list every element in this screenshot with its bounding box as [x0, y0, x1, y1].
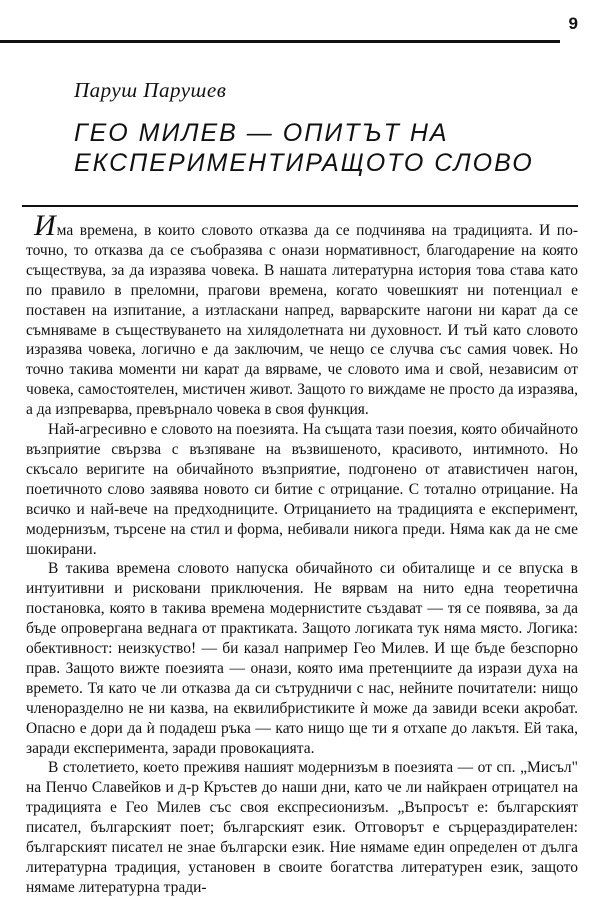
article-body	[26, 209, 578, 898]
paragraph-1	[26, 209, 578, 420]
paragraph-3: В такива времена словото напуска обичайното си обиталище и се впуска в интуитивни и рисковани приключения. Не вярвам на нито една теоретична постановка, която в такива времена модернистите създават — тя се появява, за да бъде опровергана веднага от практиката. Защото логиката тук няма място. Логика: обективност: неизкуство! — би казал например Гео Милев. И ще бъде безспорно прав. Защото вижте поезията — онази, която има претенциите да изрази духа на времето. Тя като че ли отказва да си сътрудничи с нас, нейните почитатели: нищо членоразделно не ни казва, на еквилибристиките ѝ може да завиди всеки акробат. Опасно е дори да ѝ подадеш ръка — като нищо ще ти я отхапе до лакътя. Ей така, заради експеримента, заради провокацията.	[26, 560, 578, 757]
paragraph-4: В столетието, което преживя нашият модернизъм в поезията — от сп. „Мисъл" на Пенчо Славейков и д-р Кръстев до наши дни, като че ли найкраен отрицател на традицията е Гео Милев със своя експресионизъм. „Въпросът е: българският писател, българският поет; българският език. Отговорът е сърцераздирателен: българският писател не знае български език. Ние нямаме един определен от дълга литературна традиция, установен в своите богатства литературен език, защото нямаме литературна тради-	[26, 759, 578, 896]
page-number: 9	[568, 14, 578, 33]
article-author: Паруш Парушев	[74, 78, 227, 102]
article-title	[74, 118, 574, 178]
paragraph-1-text: ма времена, в които словото отказва да се подчинява на традицията. И по-точно, то отказва да се съобразява с онази нормативност, благодарение на която съществува, за да изразява човека. В нашата литературна история това става като по правило в преломни, прагови времена, когато човешкият ни потенциал е поставен на изпитание, а изтласкани напред, варварските нагони ни карат да се съмняваме в съществуването на хилядолетната ни духовност. И тъй като словото изразява човека, логично е да заключим, че нещо се случва със самия човек. Но точно такива моменти ни карат да вярваме, че словото има и свой, независим от човека, самостоятелен, мистичен живот. Защото го виждаме не просто да изразява, а да изпреварва, превърнало човека в своя функция.	[26, 222, 578, 419]
header-rule	[0, 40, 560, 43]
article-title-line-2: ЕКСПЕРИМЕНТИРАЩОТО СЛОВО	[74, 149, 534, 177]
drop-cap: И	[34, 209, 56, 242]
paragraph-2: Най-агресивно е словото на поезията. На същата тази поезия, която обичайното възприятие свързва с възпяване на възвишеното, красивото, интимното. Но скъсало веригите на обичайното възприятие, подгонено от атавистичен нагон, поетичното слово заявява новото си битие с отрицание. С тотално отрицание. На всичко и най-вече на предходниците. Отрицанието на традицията е експеримент, модернизъм, търсене на стил и форма, небивали никога преди. Няма как да не сме шокирани.	[26, 421, 578, 558]
article-title-line-1: ГЕО МИЛЕВ — ОПИТЪТ НА	[74, 119, 449, 147]
title-rule	[22, 205, 578, 207]
